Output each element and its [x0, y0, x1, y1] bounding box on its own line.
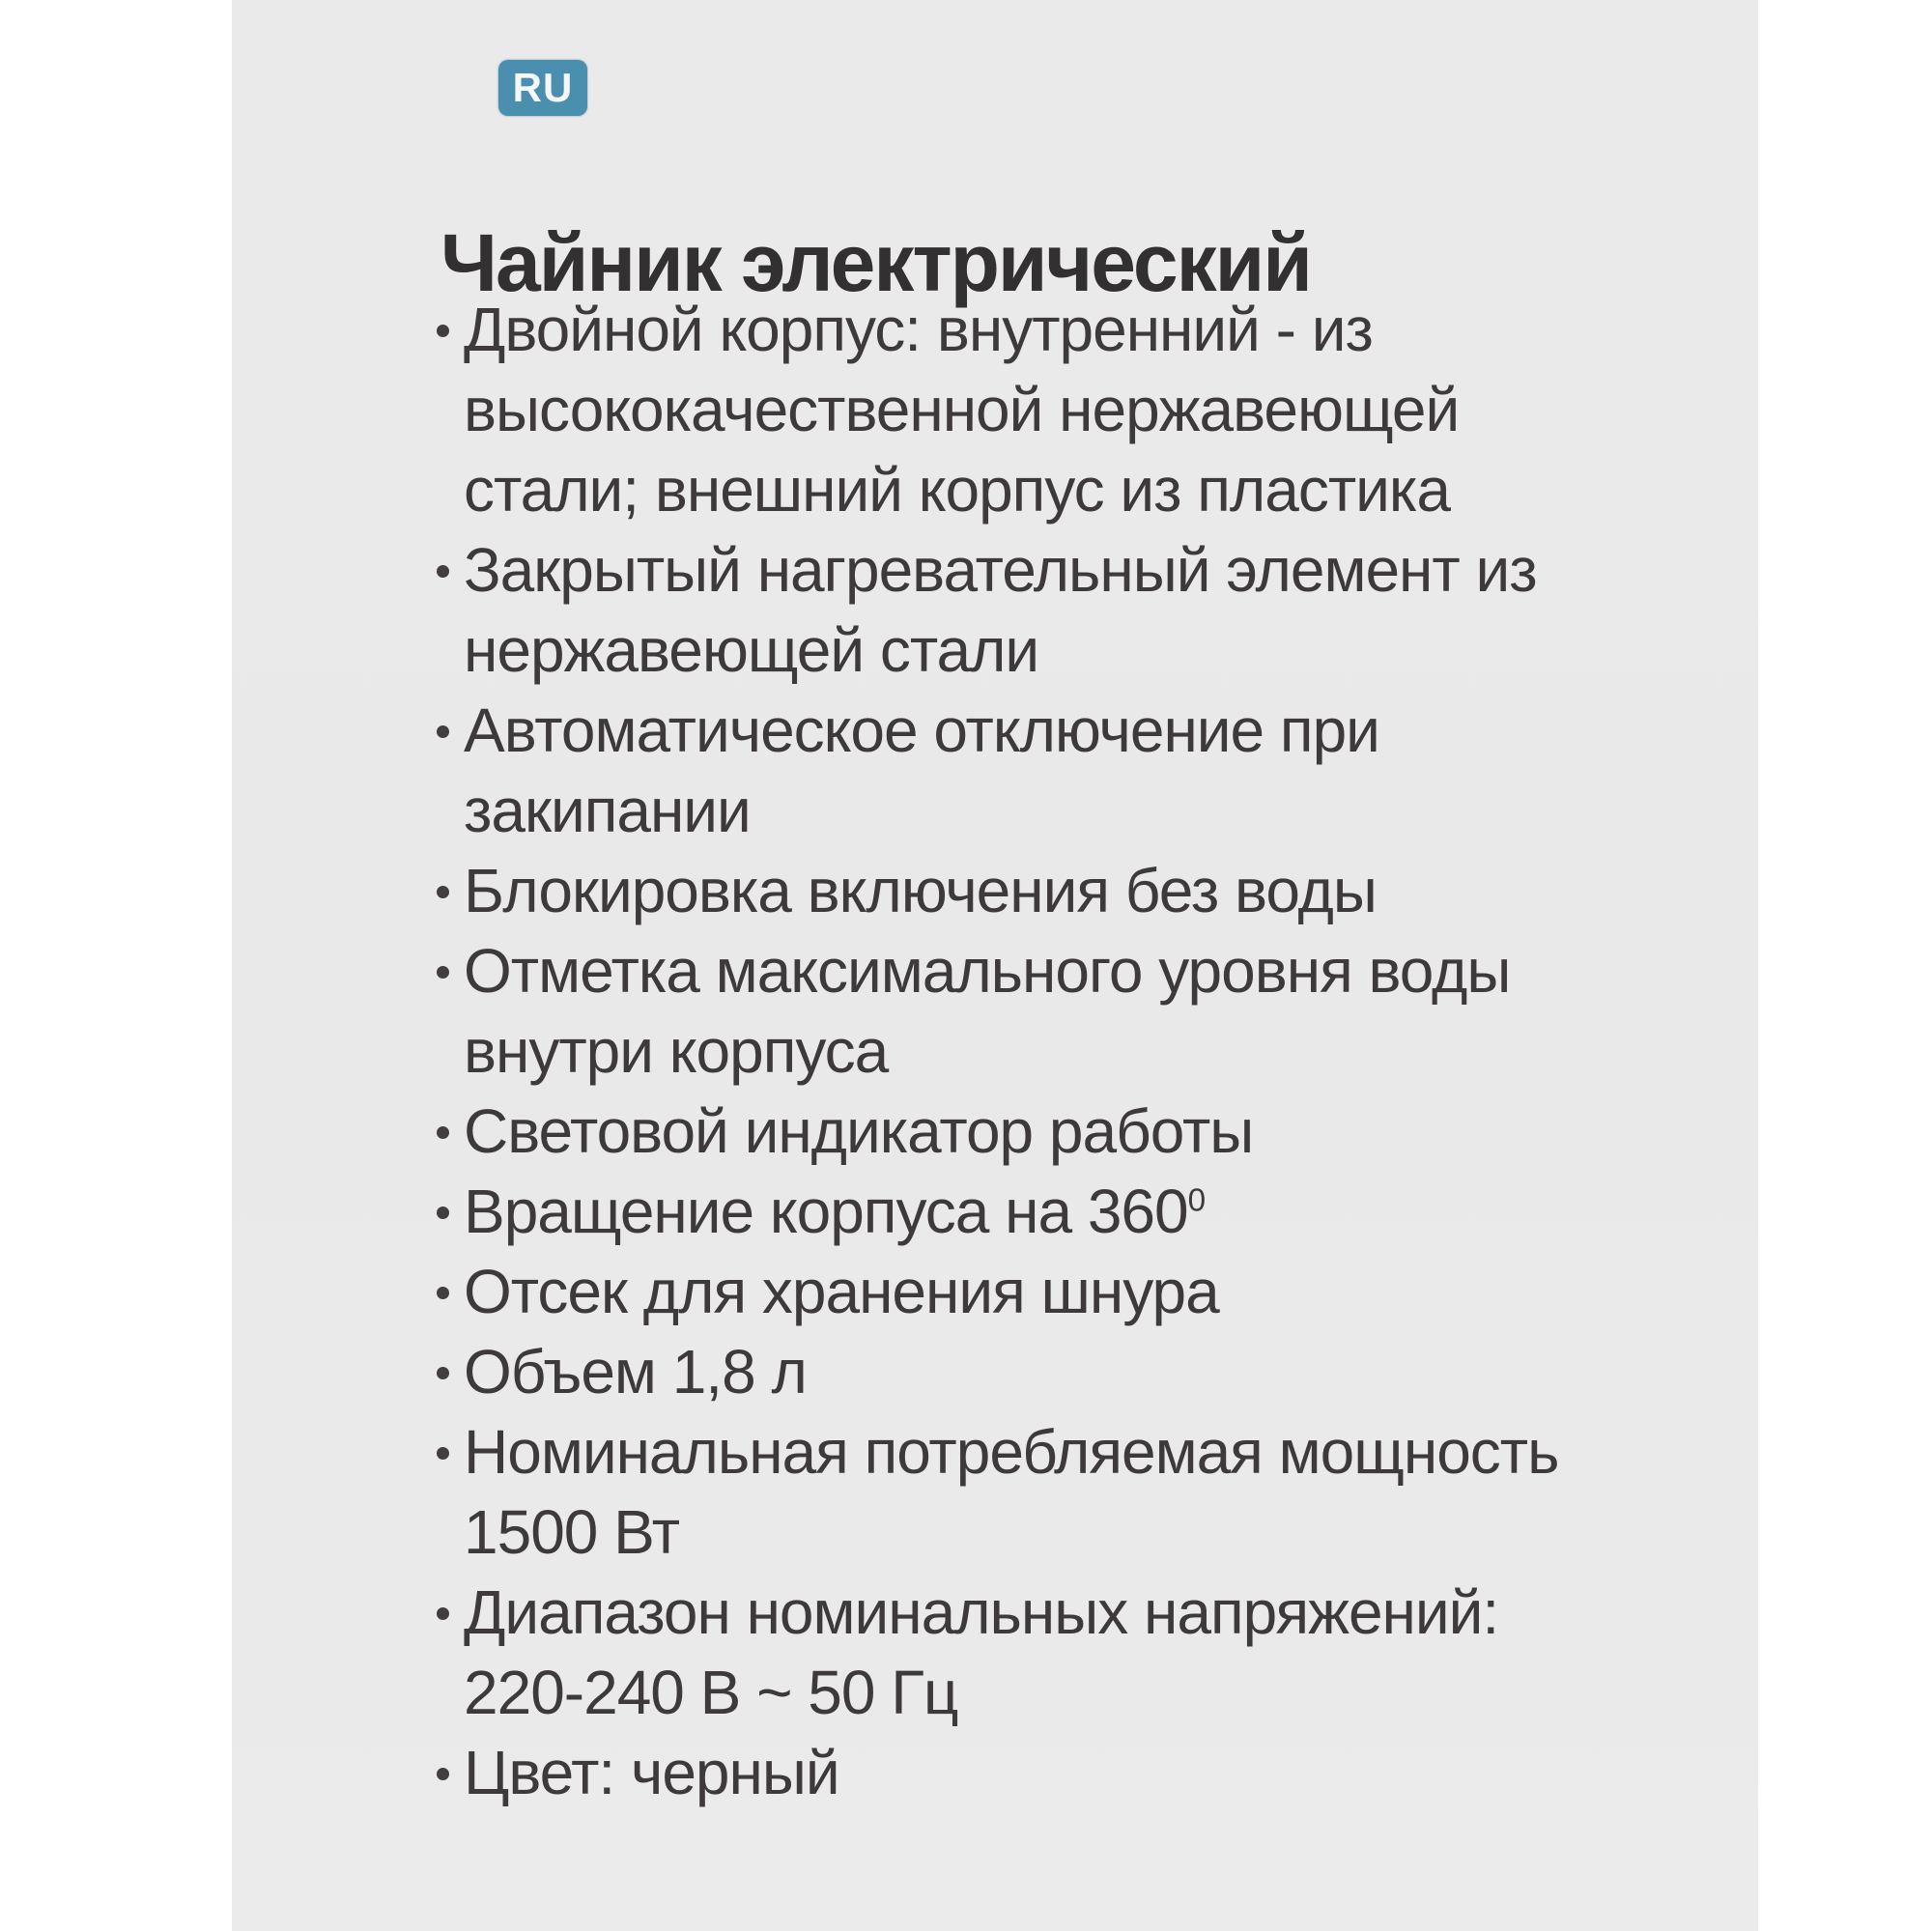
feature-text [464, 530, 1654, 691]
bullet-dot-icon [437, 565, 449, 578]
feature-item [437, 1332, 1654, 1412]
feature-item [437, 1733, 1654, 1813]
feature-list [437, 290, 1654, 1813]
bullet-dot-icon [437, 1607, 449, 1620]
language-badge-ru [498, 60, 587, 116]
feature-line: Закрытый нагревательный элемент из [464, 535, 1537, 605]
feature-line: закипании [464, 776, 751, 845]
feature-text [464, 691, 1654, 851]
bullet-dot-icon [437, 966, 449, 979]
feature-text [464, 1573, 1654, 1733]
feature-line: Отметка максимального уровня воды [464, 936, 1511, 1006]
feature-item [437, 851, 1654, 931]
bullet-dot-icon [437, 1126, 449, 1139]
feature-line: Номинальная потребляемая мощность [464, 1417, 1559, 1487]
feature-line: Цвет: черный [464, 1738, 839, 1807]
feature-item [437, 290, 1654, 530]
feature-line: Отсек для хранения шнура [464, 1257, 1219, 1326]
feature-text [464, 290, 1654, 530]
bullet-dot-icon [437, 1367, 449, 1379]
feature-text [464, 1733, 1654, 1813]
bullet-dot-icon [437, 1447, 449, 1460]
feature-line: Двойной корпус: внутренний - из [464, 295, 1373, 364]
feature-text [464, 1172, 1654, 1252]
manual-page [232, 0, 1758, 1931]
language-badge-label: RU [512, 65, 574, 110]
feature-line: 1500 Вт [464, 1497, 680, 1567]
feature-text [464, 1092, 1654, 1172]
feature-text [464, 1332, 1654, 1412]
feature-text [464, 1252, 1654, 1332]
bullet-dot-icon [437, 325, 449, 337]
feature-item [437, 1252, 1654, 1332]
feature-line: Световой индикатор работы [464, 1096, 1254, 1166]
feature-line: Блокировка включения без воды [464, 856, 1377, 925]
feature-item [437, 691, 1654, 851]
feature-line: Диапазон номинальных напряжений: [464, 1577, 1499, 1647]
feature-line: Вращение корпуса на $360^0$ [464, 1177, 1206, 1246]
bullet-dot-icon [437, 725, 449, 738]
feature-line: стали; внешний корпус из пластика [464, 455, 1450, 525]
feature-item [437, 530, 1654, 691]
feature-line: внутри корпуса [464, 1016, 889, 1086]
feature-text [464, 851, 1654, 931]
feature-line: Автоматическое отключение при [464, 696, 1379, 765]
feature-item [437, 1092, 1654, 1172]
feature-item [437, 1573, 1654, 1733]
degree-superscript: 0 [1187, 1182, 1206, 1219]
feature-item [437, 1172, 1654, 1252]
bullet-dot-icon [437, 1207, 449, 1219]
feature-item [437, 931, 1654, 1092]
bullet-dot-icon [437, 1287, 449, 1299]
feature-line: высококачественной нержавеющей [464, 375, 1460, 444]
feature-item [437, 1412, 1654, 1573]
product-title: Чайник электрический [440, 217, 1311, 309]
feature-line: 220-240 В ~ 50 Гц [464, 1658, 958, 1727]
bullet-dot-icon [437, 886, 449, 898]
feature-text [464, 1412, 1654, 1573]
feature-text [464, 931, 1654, 1092]
bullet-dot-icon [437, 1768, 449, 1780]
feature-line: Объем 1,8 л [464, 1337, 807, 1406]
feature-line: нержавеющей стали [464, 615, 1039, 685]
